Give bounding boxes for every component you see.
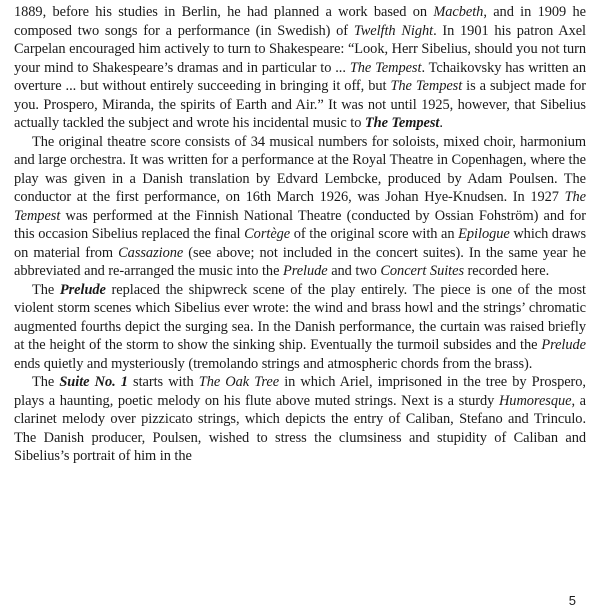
paragraph [14,281,586,374]
text-run: recorded here. [464,263,550,279]
emphasized-text: Concert Suites [380,263,464,279]
emphasized-text: Twelfth Night [353,22,434,39]
emphasized-text: The Tempest [364,115,440,131]
text-run: and two [327,263,381,279]
text-run: , a clarinet melody over pizzicato strings, which depicts the entry of Caliban, Stefano and Trinculo. The Danish producer, Poulsen, wished to stress the clumsiness and stupidity of Caliban and Sibelius’s portrait of him in the [14,392,586,464]
emphasized-text: The Tempest [349,59,422,76]
text-run: , and in 1909 he composed two songs for a performance (in Swedish) of [14,4,586,39]
emphasized-text: Prelude [282,263,328,279]
text-run: The original theatre score consists of 34 musical numbers for soloists, mixed choir, harmonium and large orchestra. It was written for a performance at the Royal Theatre in Copenhagen, where the play was given in a Danish translation by Edvard Lembcke, produced by Adam Poulsen. The conductor at the first performance, on 16th March 1926, was Johan Hye-Knudsen. In 1927 [14,133,586,205]
text-run: . Tchaikovsky has written an overture ... but without entirely succeeding in bringing it off, but [14,59,587,94]
paragraph [14,373,586,466]
text-run: 1889, before his studies in Berlin, he had planned a work based on [14,4,434,20]
page-number: 5 [568,593,576,608]
emphasized-text: Epilogue [458,226,510,242]
text-run: The [32,281,60,298]
document-page [14,0,586,466]
text-run: of the original score with an [290,226,459,242]
text-run: starts with [127,374,199,390]
emphasized-text: Prelude [541,337,586,353]
paragraph [14,3,586,133]
text-run: is a subject made for you. Prospero, Miranda, the spirits of Earth and Air.” It was not until 1925, however, that Sibelius actually tackled the subject and wrote his incidental music to [14,78,586,131]
emphasized-text: Cortège [244,226,291,242]
text-run: was performed at the Finnish National Theatre (conducted by Ossian Fohström) and for this occasion Sibelius replaced the final [14,207,586,242]
emphasized-text: Macbeth [433,4,484,20]
emphasized-text: Prelude [59,281,106,298]
emphasized-text: The Oak Tree [198,374,280,390]
text-run: which draws on material from [14,226,586,261]
emphasized-text: Humoresque [498,392,572,409]
emphasized-text: Suite No. 1 [59,374,128,390]
text-run: The [32,374,60,390]
emphasized-text: Cassazione [118,244,184,261]
text-run: . In 1901 his patron Axel Carpelan encouraged him actively to turn to Shakespeare: “Look, Herr Sibelius, should you not turn your mind to Shakespeare’s dramas and in particular to ... [14,22,586,76]
text-run: in which Ariel, imprisoned in the tree by Prospero, plays a haunting, poetic melody on his flute above muted strings. Next is a sturdy [14,374,586,409]
text-run: ends quietly and mysteriously (tremolando strings and atmospheric chords from the brass). [14,355,533,372]
emphasized-text: The Tempest [14,189,586,224]
paragraph [14,133,586,281]
emphasized-text: The Tempest [390,78,463,94]
text-run: (see above; not included in the concert suites). In the same year he abbreviated and re-arranged the music into the [14,244,586,279]
text-run: replaced the shipwreck scene of the play entirely. The piece is one of the most violent storm scenes which Sibelius ever wrote: the wind and brass howl and the strings’ chromatic augmented fourths depict the surging sea. In the Danish performance, the curtain was raised briefly at the height of the storm to show the sinking ship. Eventually the turmoil subsides and the [14,281,586,353]
body-text [14,3,586,466]
text-run: . [439,115,443,131]
